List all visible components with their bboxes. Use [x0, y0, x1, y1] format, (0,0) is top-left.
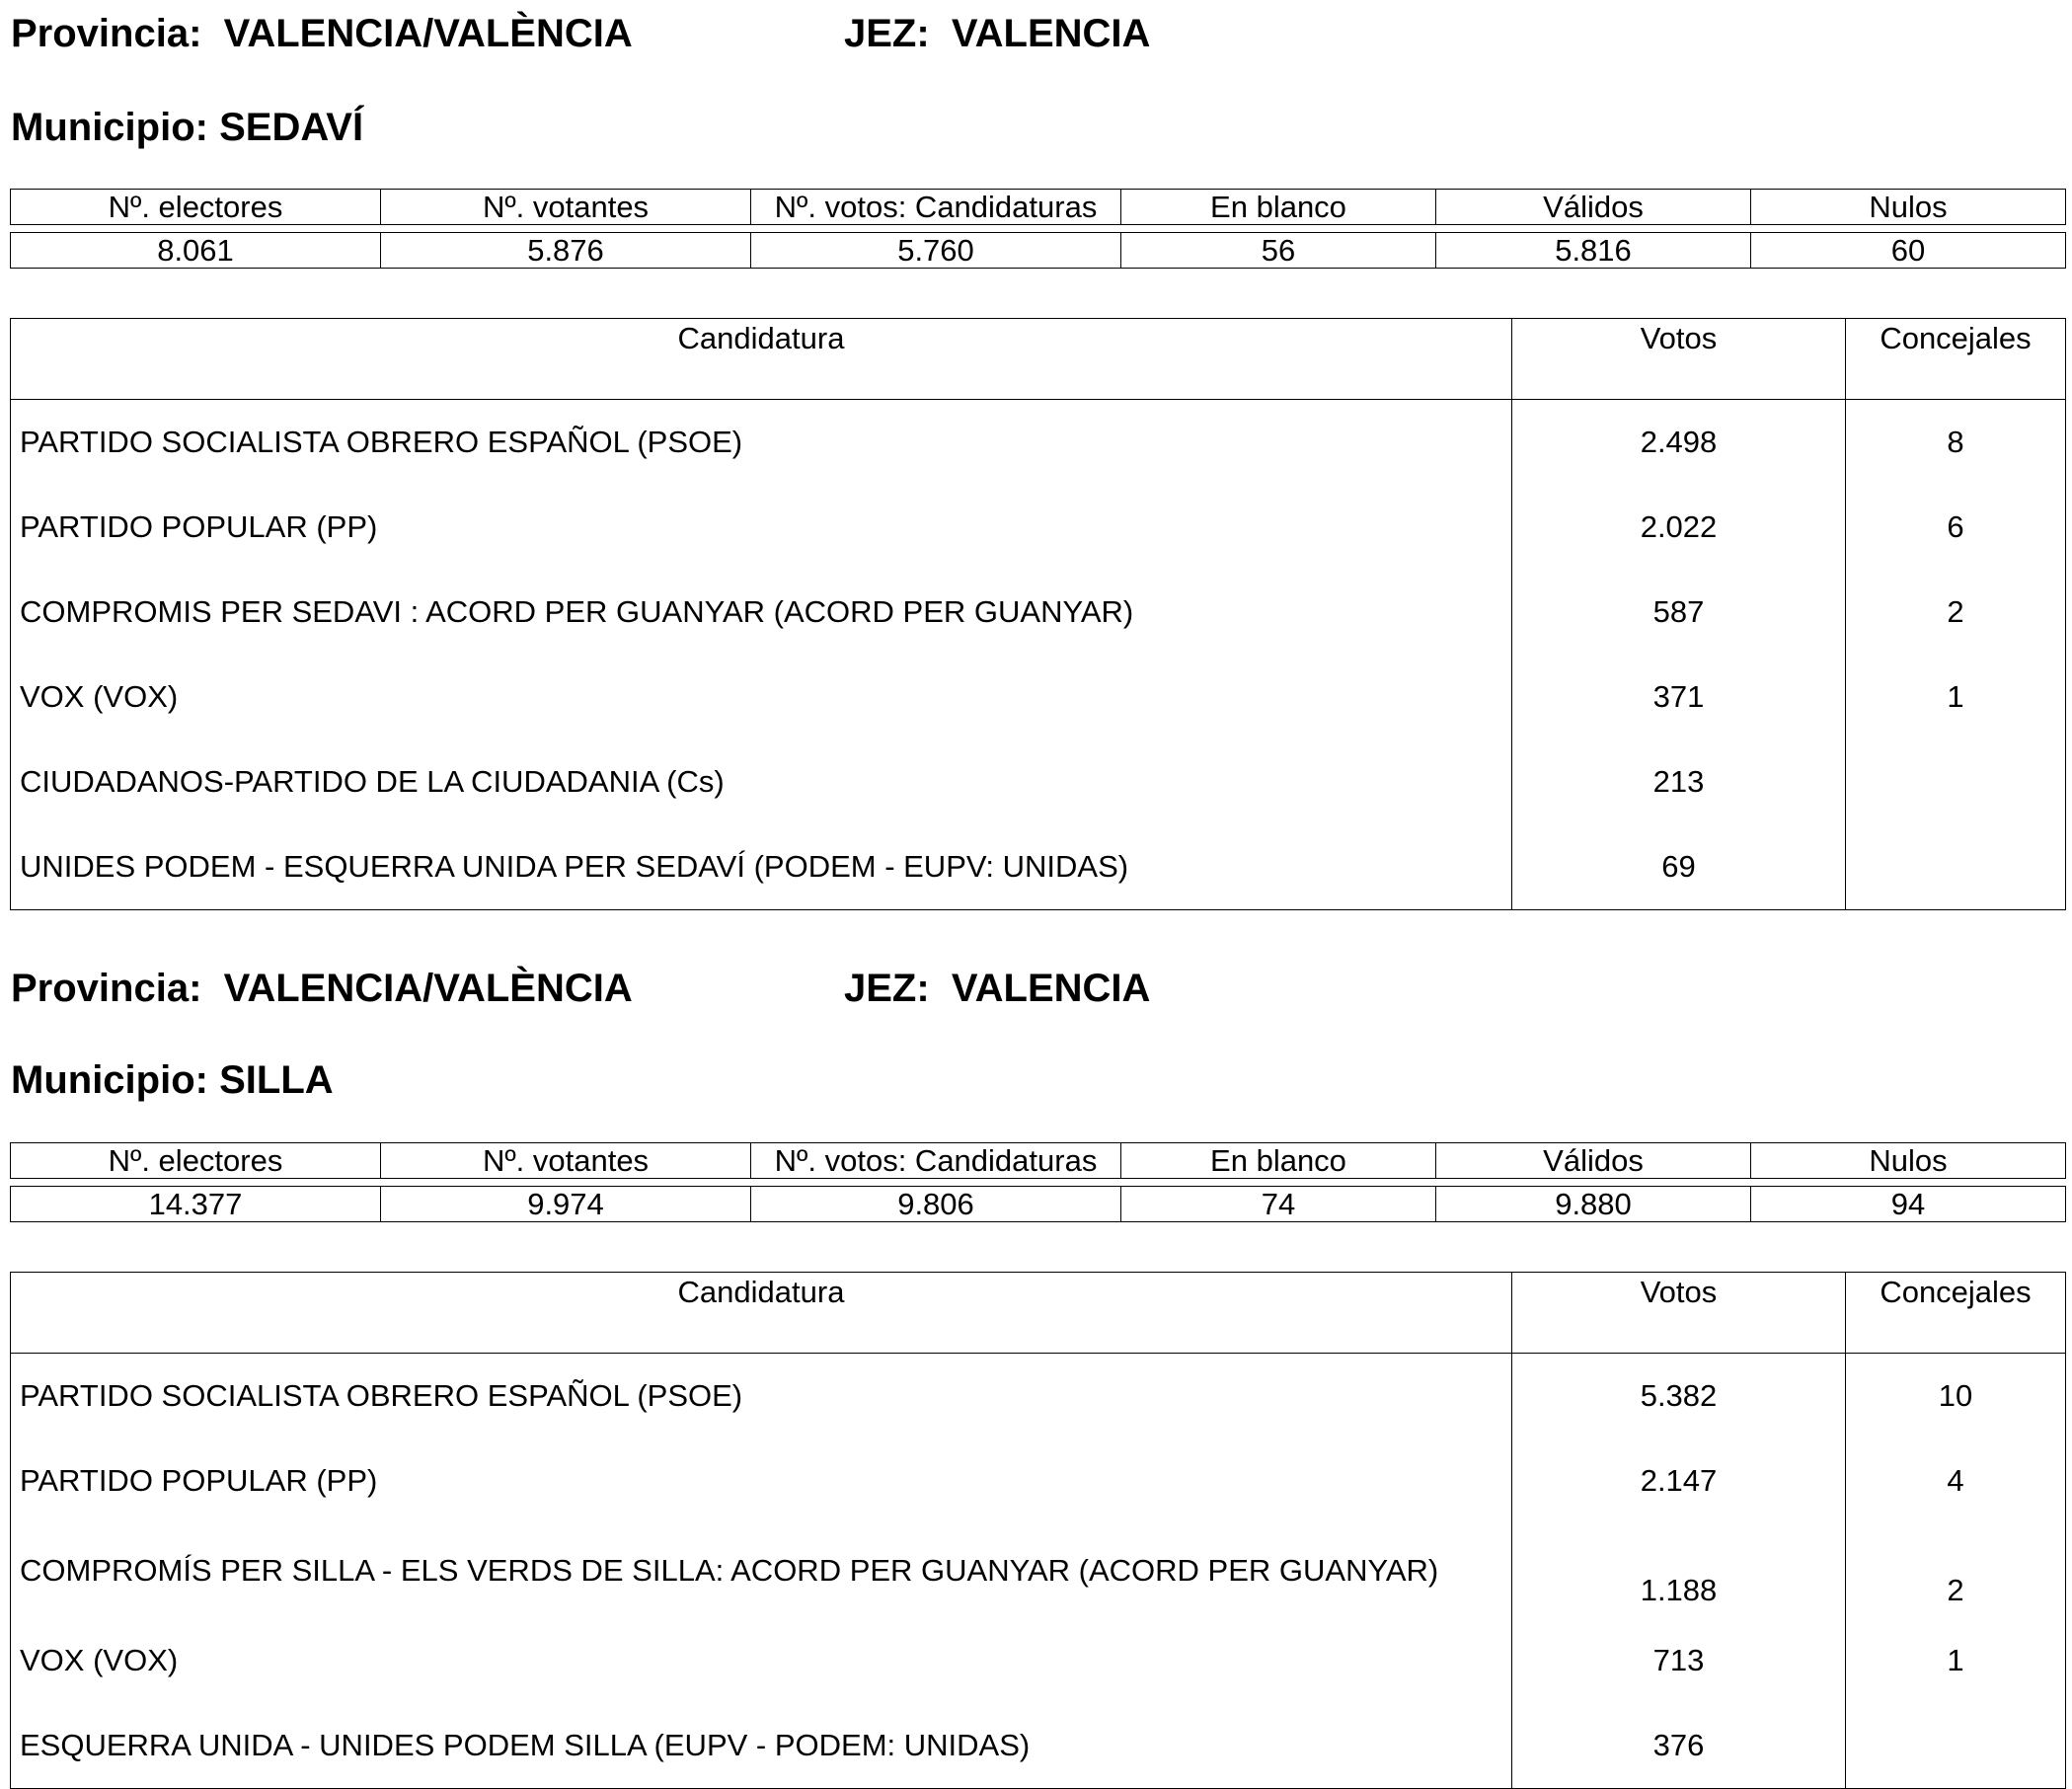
provincia-value: VALENCIA/VALÈNCIA: [223, 967, 633, 1010]
table-row: [11, 570, 2066, 655]
results-table: [10, 318, 2066, 910]
stats-header-candidaturas: Nº. votos: Candidaturas: [751, 1143, 1121, 1179]
votos-value: 213: [1512, 739, 1846, 824]
stats-header-electores: Nº. electores: [11, 190, 381, 225]
stats-value-candidaturas: 9.806: [751, 1187, 1121, 1222]
results-header-concejales: Concejales: [1846, 1273, 2066, 1354]
concejales-value: [1846, 739, 2066, 824]
votos-value: 371: [1512, 655, 1846, 739]
table-row: [11, 824, 2066, 910]
stats-value-row: [11, 233, 2066, 269]
results-header-row: [11, 1273, 2066, 1354]
table-row: [11, 655, 2066, 739]
stats-value-electores: 8.061: [11, 233, 381, 269]
candidatura-name: PARTIDO SOCIALISTA OBRERO ESPAÑOL (PSOE): [11, 400, 1512, 486]
candidatura-name: COMPROMÍS PER SILLA - ELS VERDS DE SILLA: ACORD PER GUANYAR (ACORD PER GUANYAR): [11, 1523, 1512, 1618]
concejales-value: 2: [1846, 570, 2066, 655]
stats-value-blanco: 74: [1121, 1187, 1436, 1222]
results-header-candidatura: Candidatura: [11, 1273, 1512, 1354]
candidatura-name: PARTIDO POPULAR (PP): [11, 1439, 1512, 1523]
votos-value: 2.147: [1512, 1439, 1846, 1523]
stats-header-electores: Nº. electores: [11, 1143, 381, 1179]
table-row: [11, 1618, 2066, 1703]
candidatura-name: PARTIDO POPULAR (PP): [11, 485, 1512, 570]
results-header-concejales: Concejales: [1846, 319, 2066, 400]
table-row: [11, 1523, 2066, 1618]
provincia-heading: [11, 969, 633, 1008]
municipio-heading: [11, 1060, 334, 1100]
jez-label: JEZ:: [844, 12, 930, 55]
table-row: [11, 1439, 2066, 1523]
stats-value-blanco: 56: [1121, 233, 1436, 269]
results-header-votos: Votos: [1512, 1273, 1846, 1354]
concejales-value: 6: [1846, 485, 2066, 570]
votos-value: 1.188: [1512, 1523, 1846, 1618]
stats-header-votantes: Nº. votantes: [381, 190, 751, 225]
candidatura-name: VOX (VOX): [11, 1618, 1512, 1703]
jez-heading: [844, 969, 1150, 1008]
results-header-votos: Votos: [1512, 319, 1846, 400]
stats-header-votantes: Nº. votantes: [381, 1143, 751, 1179]
municipio-value: SEDAVÍ: [219, 106, 364, 149]
jez-heading: [844, 14, 1150, 53]
votos-value: 2.022: [1512, 485, 1846, 570]
results-table: [10, 1272, 2066, 1789]
candidatura-name: COMPROMIS PER SEDAVI : ACORD PER GUANYAR (ACORD PER GUANYAR): [11, 570, 1512, 655]
provincia-label: Provincia:: [11, 12, 202, 55]
provincia-label: Provincia:: [11, 967, 202, 1010]
jez-value: VALENCIA: [951, 12, 1151, 55]
concejales-value: 4: [1846, 1439, 2066, 1523]
results-header-row: [11, 319, 2066, 400]
table-row: [11, 1354, 2066, 1439]
concejales-value: 8: [1846, 400, 2066, 486]
stats-header-blanco: En blanco: [1121, 1143, 1436, 1179]
stats-header-row: [11, 1143, 2066, 1179]
candidatura-name: PARTIDO SOCIALISTA OBRERO ESPAÑOL (PSOE): [11, 1354, 1512, 1439]
stats-value-row: [11, 1187, 2066, 1222]
provincia-heading: [11, 14, 633, 53]
concejales-value: [1846, 1703, 2066, 1789]
municipio-heading: [11, 108, 363, 147]
table-row: [11, 400, 2066, 486]
stats-value-electores: 14.377: [11, 1187, 381, 1222]
stats-header-row: [11, 190, 2066, 225]
stats-header-candidaturas: Nº. votos: Candidaturas: [751, 190, 1121, 225]
votos-value: 69: [1512, 824, 1846, 910]
votos-value: 2.498: [1512, 400, 1846, 486]
municipio-label: Municipio:: [11, 1058, 208, 1102]
municipio-label: Municipio:: [11, 106, 208, 149]
stats-header-blanco: En blanco: [1121, 190, 1436, 225]
concejales-value: 1: [1846, 655, 2066, 739]
stats-value-nulos: 60: [1751, 233, 2066, 269]
votos-value: 376: [1512, 1703, 1846, 1789]
candidatura-name: UNIDES PODEM - ESQUERRA UNIDA PER SEDAVÍ (PODEM - EUPV: UNIDAS): [11, 824, 1512, 910]
results-header-candidatura: Candidatura: [11, 319, 1512, 400]
votos-value: 587: [1512, 570, 1846, 655]
votos-value: 713: [1512, 1618, 1846, 1703]
stats-header-nulos: Nulos: [1751, 190, 2066, 225]
provincia-value: VALENCIA/VALÈNCIA: [223, 12, 633, 55]
candidatura-name: VOX (VOX): [11, 655, 1512, 739]
candidatura-name: ESQUERRA UNIDA - UNIDES PODEM SILLA (EUPV - PODEM: UNIDAS): [11, 1703, 1512, 1789]
stats-value-validos: 5.816: [1436, 233, 1751, 269]
stats-value-nulos: 94: [1751, 1187, 2066, 1222]
candidatura-name: CIUDADANOS-PARTIDO DE LA CIUDADANIA (Cs): [11, 739, 1512, 824]
table-row: [11, 739, 2066, 824]
jez-label: JEZ:: [844, 967, 930, 1010]
concejales-value: 2: [1846, 1523, 2066, 1618]
stats-header-validos: Válidos: [1436, 190, 1751, 225]
jez-value: VALENCIA: [951, 967, 1151, 1010]
table-row: [11, 485, 2066, 570]
concejales-value: [1846, 824, 2066, 910]
stats-header-validos: Válidos: [1436, 1143, 1751, 1179]
concejales-value: 10: [1846, 1354, 2066, 1439]
stats-value-candidaturas: 5.760: [751, 233, 1121, 269]
stats-table: [10, 1142, 2066, 1222]
stats-table: [10, 189, 2066, 269]
concejales-value: 1: [1846, 1618, 2066, 1703]
municipio-value: SILLA: [219, 1058, 334, 1102]
stats-value-votantes: 9.974: [381, 1187, 751, 1222]
table-row: [11, 1703, 2066, 1789]
stats-value-votantes: 5.876: [381, 233, 751, 269]
votos-value: 5.382: [1512, 1354, 1846, 1439]
stats-value-validos: 9.880: [1436, 1187, 1751, 1222]
stats-header-nulos: Nulos: [1751, 1143, 2066, 1179]
